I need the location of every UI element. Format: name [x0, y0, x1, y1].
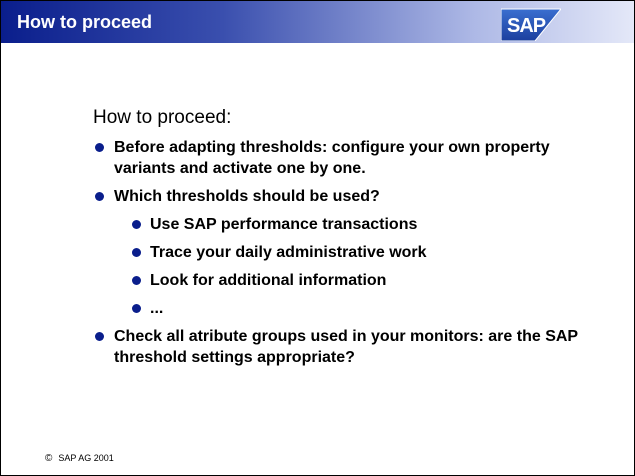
sap-logo-text: SAP [507, 15, 546, 37]
content-heading: How to proceed: [93, 107, 232, 128]
sub-bullet-text: Trace your daily administrative work [150, 244, 427, 261]
copyright-icon: © [45, 453, 53, 464]
bullet-dot-icon [132, 220, 141, 229]
bullet-dot-icon [95, 143, 104, 152]
bullet-list [93, 137, 613, 368]
sub-bullet-item [130, 270, 613, 291]
bullet-item [93, 186, 613, 319]
bullet-text: Before adapting thresholds: configure your own property variants and activate one by one. [114, 139, 550, 177]
copyright-footer [45, 453, 114, 464]
sub-bullet-list [114, 214, 613, 319]
bullet-text: Which thresholds should be used? [114, 188, 380, 205]
sub-bullet-text: ... [150, 300, 164, 317]
bullet-dot-icon [95, 192, 104, 201]
bullet-dot-icon [132, 276, 141, 285]
bullet-text: Check all atribute groups used in your monitors: are the SAP threshold settings appropriate? [114, 328, 578, 366]
sub-bullet-item [130, 214, 613, 235]
bullet-dot-icon [132, 248, 141, 257]
slide-content [93, 107, 613, 375]
bullet-item [93, 326, 613, 368]
title-bar [1, 1, 634, 43]
sub-bullet-item [130, 298, 613, 319]
sub-bullet-text: Use SAP performance transactions [150, 216, 418, 233]
sub-bullet-text: Look for additional information [150, 272, 387, 289]
page-title: How to proceed [17, 12, 153, 32]
bullet-dot-icon [95, 332, 104, 341]
sub-bullet-item [130, 242, 613, 263]
sap-logo [501, 5, 561, 41]
bullet-item [93, 137, 613, 179]
bullet-dot-icon [132, 304, 141, 313]
copyright-text: SAP AG 2001 [58, 453, 114, 463]
